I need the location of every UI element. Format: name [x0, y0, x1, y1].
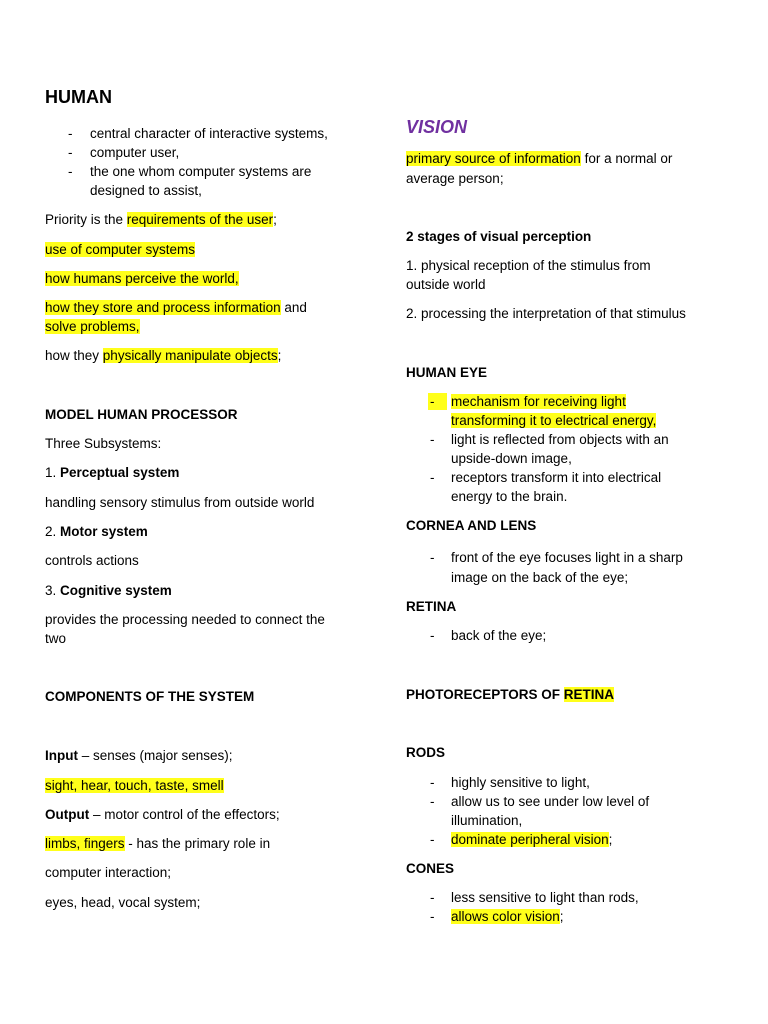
human-bullet-1: central character of interactive systems, [90, 126, 328, 141]
eyes-line: eyes, head, vocal system; [45, 895, 201, 910]
heading-mhp: MODEL HUMAN PROCESSOR [45, 407, 238, 422]
bullet-dash: - [428, 393, 447, 410]
bullet-dash: - [430, 832, 435, 847]
input-line: Input – senses (major senses); [45, 748, 233, 763]
cones-bullet-1: less sensitive to light than rods, [451, 890, 639, 905]
heading-components: COMPONENTS OF THE SYSTEM [45, 689, 255, 704]
heading-rods: RODS [406, 745, 446, 760]
subsystem-3-desc-cont: two [45, 631, 67, 646]
stage-2: 2. processing the interpretation of that stimulus [406, 306, 686, 321]
bullet-dash: - [430, 628, 435, 643]
title-vision: VISION [406, 117, 468, 137]
manipulate-line: how they physically manipulate objects; [45, 348, 282, 363]
cornea-bullet-cont: image on the back of the eye; [451, 570, 629, 585]
eye-bullet-3: receptors transform it into electrical [451, 470, 662, 485]
human-bullet-3: the one whom computer systems are [90, 164, 312, 179]
stage-1-cont: outside world [406, 277, 486, 292]
bullet-dash: - [430, 775, 435, 790]
average-line: average person; [406, 171, 504, 186]
priority-line: Priority is the requirements of the user; [45, 212, 277, 227]
stage-1: 1. physical reception of the stimulus from [406, 258, 651, 273]
rods-bullet-1: highly sensitive to light, [451, 775, 590, 790]
subsystem-1-desc: handling sensory stimulus from outside world [45, 495, 315, 510]
computer-interaction-line: computer interaction; [45, 865, 172, 880]
senses-line: sight, hear, touch, taste, smell [45, 778, 224, 793]
eye-bullet-1: mechanism for receiving light [451, 394, 626, 409]
bullet-dash: - [430, 432, 435, 447]
output-line: Output – motor control of the effectors; [45, 807, 280, 822]
heading-stages: 2 stages of visual perception [406, 229, 592, 244]
subsystem-2: 2. Motor system [45, 524, 148, 539]
use-line: use of computer systems [45, 242, 196, 257]
bullet-dash: - [430, 890, 435, 905]
bullet-dash: - [430, 550, 435, 565]
subsystem-3: 3. Cognitive system [45, 583, 172, 598]
subsystem-2-desc: controls actions [45, 553, 139, 568]
subsystem-3-desc: provides the processing needed to connect the [45, 612, 325, 627]
heading-cornea: CORNEA AND LENS [406, 518, 537, 533]
heading-photoreceptors: PHOTORECEPTORS OF RETINA [406, 687, 615, 702]
bullet-dash: - [430, 794, 435, 809]
subsystem-1: 1. Perceptual system [45, 465, 180, 480]
eye-bullet-2: light is reflected from objects with an [451, 432, 669, 447]
human-bullet-3-cont: designed to assist, [90, 183, 202, 198]
eye-bullet-2-cont: upside-down image, [451, 451, 572, 466]
bullet-dash: - [68, 164, 73, 179]
store-line: how they store and process information and [45, 300, 307, 315]
retina-bullet: back of the eye; [451, 628, 547, 643]
three-subsystems: Three Subsystems: [45, 436, 162, 451]
eye-bullet-3-cont: energy to the brain. [451, 489, 568, 504]
rods-bullet-3: dominate peripheral vision; [451, 832, 613, 847]
heading-human-eye: HUMAN EYE [406, 365, 488, 380]
heading-retina: RETINA [406, 599, 457, 614]
primary-line: primary source of information for a normal or [406, 151, 673, 166]
bullet-dash: - [68, 145, 73, 160]
bullet-dash: - [68, 126, 73, 141]
limbs-line: limbs, fingers - has the primary role in [45, 836, 271, 851]
perceive-line: how humans perceive the world, [45, 271, 239, 286]
bullet-dash: - [430, 909, 435, 924]
cones-bullet-2: allows color vision; [451, 909, 564, 924]
cornea-bullet: front of the eye focuses light in a sharp [451, 550, 683, 565]
title-human: HUMAN [45, 87, 112, 107]
human-bullet-2: computer user, [90, 145, 180, 160]
heading-cones: CONES [406, 861, 455, 876]
bullet-dash: - [430, 470, 435, 485]
rods-bullet-2: allow us to see under low level of [451, 794, 650, 809]
solve-line: solve problems, [45, 319, 140, 334]
rods-bullet-2-cont: illumination, [451, 813, 523, 828]
eye-bullet-1-cont: transforming it to electrical energy, [451, 413, 657, 428]
